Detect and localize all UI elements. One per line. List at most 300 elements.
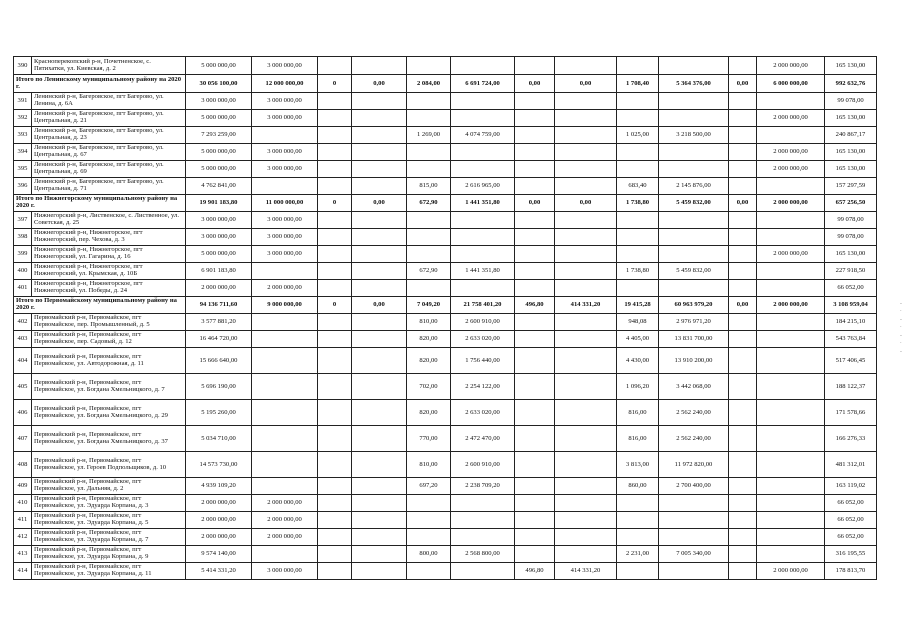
value-cell-1: 4 939 109,20 <box>186 478 252 495</box>
value-cell-4 <box>352 246 407 263</box>
value-cell-11 <box>729 546 757 563</box>
table-row <box>14 178 877 195</box>
address-cell: Нижнегорский р-н, Нижнегорское, пгт Нижнегорский, ул. Крымская, д. 10Б <box>32 263 186 280</box>
table-row <box>14 331 877 348</box>
value-cell-5 <box>407 110 451 127</box>
table-row <box>14 314 877 331</box>
total-label: Итого по Ленинскому муниципальному району на 2020 г. <box>14 75 186 93</box>
row-number: 412 <box>14 529 32 546</box>
value-cell-10: 2 976 971,20 <box>659 314 729 331</box>
value-cell-1: 30 056 100,00 <box>186 75 252 93</box>
address-cell: Первомайский р-н, Первомайское, пгт Первомайское, ул. Эдуарда Корпана, д. 3 <box>32 495 186 512</box>
value-cell-2: 11 000 000,00 <box>252 195 318 212</box>
value-cell-8 <box>555 127 617 144</box>
value-cell-8 <box>555 246 617 263</box>
value-cell-7 <box>515 348 555 374</box>
value-cell-13: 99 078,00 <box>825 212 877 229</box>
value-cell-2 <box>252 314 318 331</box>
value-cell-2: 9 000 000,00 <box>252 297 318 314</box>
margin-mark: · <box>899 340 902 347</box>
value-cell-9 <box>617 512 659 529</box>
value-cell-4 <box>352 127 407 144</box>
value-cell-1: 3 577 881,20 <box>186 314 252 331</box>
value-cell-4 <box>352 400 407 426</box>
value-cell-11 <box>729 229 757 246</box>
value-cell-7 <box>515 314 555 331</box>
value-cell-2: 2 000 000,00 <box>252 529 318 546</box>
value-cell-10: 3 218 500,00 <box>659 127 729 144</box>
value-cell-1: 5 000 000,00 <box>186 110 252 127</box>
value-cell-1: 5 000 000,00 <box>186 57 252 75</box>
value-cell-9: 683,40 <box>617 178 659 195</box>
value-cell-10: 2 562 240,00 <box>659 426 729 452</box>
margin-marks <box>900 300 902 356</box>
budget-table <box>13 56 877 580</box>
value-cell-6: 1 756 440,00 <box>451 348 515 374</box>
value-cell-1: 5 000 000,00 <box>186 161 252 178</box>
value-cell-2 <box>252 452 318 478</box>
value-cell-4 <box>352 110 407 127</box>
value-cell-12 <box>757 374 825 400</box>
value-cell-7 <box>515 512 555 529</box>
address-cell: Нижнегорский р-н, Лиственское, с. Лиственное, ул. Советская, д. 25 <box>32 212 186 229</box>
value-cell-7 <box>515 374 555 400</box>
value-cell-11 <box>729 280 757 297</box>
document-sheet <box>13 56 877 580</box>
value-cell-1: 15 666 640,00 <box>186 348 252 374</box>
value-cell-8 <box>555 93 617 110</box>
value-cell-2: 3 000 000,00 <box>252 246 318 263</box>
value-cell-11 <box>729 161 757 178</box>
table-row <box>14 57 877 75</box>
table-row <box>14 246 877 263</box>
address-cell: Первомайский р-н, Первомайское, пгт Первомайское, ул. Эдуарда Корпана, д. 11 <box>32 563 186 580</box>
value-cell-5: 697,20 <box>407 478 451 495</box>
value-cell-3 <box>318 110 352 127</box>
value-cell-6 <box>451 512 515 529</box>
value-cell-5: 672,90 <box>407 263 451 280</box>
row-number: 394 <box>14 144 32 161</box>
value-cell-1: 3 000 000,00 <box>186 229 252 246</box>
value-cell-12 <box>757 512 825 529</box>
value-cell-9 <box>617 280 659 297</box>
address-cell: Нижнегорский р-н, Нижнегорское, пгт Нижнегорский, ул. Гагарина, д. 16 <box>32 246 186 263</box>
value-cell-5 <box>407 495 451 512</box>
value-cell-4 <box>352 452 407 478</box>
value-cell-8 <box>555 110 617 127</box>
value-cell-9 <box>617 93 659 110</box>
value-cell-10 <box>659 229 729 246</box>
row-number: 406 <box>14 400 32 426</box>
value-cell-7 <box>515 426 555 452</box>
value-cell-3 <box>318 348 352 374</box>
address-cell: Первомайский р-н, Первомайское, пгт Первомайское, ул. Эдуарда Корпана, д. 7 <box>32 529 186 546</box>
value-cell-11: 0,00 <box>729 75 757 93</box>
value-cell-12 <box>757 348 825 374</box>
row-number: 395 <box>14 161 32 178</box>
value-cell-5 <box>407 212 451 229</box>
value-cell-5: 820,00 <box>407 331 451 348</box>
value-cell-7: 496,80 <box>515 297 555 314</box>
value-cell-13: 99 078,00 <box>825 93 877 110</box>
value-cell-10: 5 364 376,00 <box>659 75 729 93</box>
value-cell-10 <box>659 57 729 75</box>
value-cell-6 <box>451 144 515 161</box>
value-cell-11 <box>729 57 757 75</box>
value-cell-8 <box>555 263 617 280</box>
value-cell-1: 14 573 730,00 <box>186 452 252 478</box>
table-row <box>14 563 877 580</box>
value-cell-5: 1 269,00 <box>407 127 451 144</box>
address-cell: Красноперекопский р-н, Почетненское, с. Пятихатки, ул. Киевская, д. 2 <box>32 57 186 75</box>
district-total-row <box>14 297 877 314</box>
address-cell: Первомайский р-н, Первомайское, пгт Первомайское, ул. Богдана Хмельницкого, д. 7 <box>32 374 186 400</box>
value-cell-10 <box>659 529 729 546</box>
value-cell-3 <box>318 374 352 400</box>
table-row <box>14 529 877 546</box>
district-total-row <box>14 75 877 93</box>
value-cell-8 <box>555 529 617 546</box>
value-cell-9: 4 430,00 <box>617 348 659 374</box>
margin-mark: · <box>899 324 902 331</box>
value-cell-9: 3 813,00 <box>617 452 659 478</box>
value-cell-9 <box>617 161 659 178</box>
value-cell-3 <box>318 563 352 580</box>
value-cell-4 <box>352 229 407 246</box>
value-cell-11 <box>729 529 757 546</box>
value-cell-10: 2 145 876,00 <box>659 178 729 195</box>
value-cell-9: 1 096,20 <box>617 374 659 400</box>
value-cell-8 <box>555 426 617 452</box>
value-cell-12: 2 000 000,00 <box>757 57 825 75</box>
value-cell-7 <box>515 331 555 348</box>
value-cell-5: 7 049,20 <box>407 297 451 314</box>
value-cell-6 <box>451 212 515 229</box>
table-row <box>14 280 877 297</box>
value-cell-3 <box>318 246 352 263</box>
value-cell-4 <box>352 512 407 529</box>
value-cell-10: 7 005 340,00 <box>659 546 729 563</box>
value-cell-13: 166 276,33 <box>825 426 877 452</box>
value-cell-2: 3 000 000,00 <box>252 57 318 75</box>
value-cell-6: 21 758 401,20 <box>451 297 515 314</box>
value-cell-6: 2 254 122,00 <box>451 374 515 400</box>
value-cell-7 <box>515 57 555 75</box>
address-cell: Ленинский р-н, Багеровское, пгт Багерово, ул. Центральная, д. 23 <box>32 127 186 144</box>
address-cell: Нижнегорский р-н, Нижнегорское, пгт Нижнегорский, пер. Чехова, д. 3 <box>32 229 186 246</box>
value-cell-5: 702,00 <box>407 374 451 400</box>
row-number: 401 <box>14 280 32 297</box>
value-cell-4 <box>352 178 407 195</box>
value-cell-2 <box>252 478 318 495</box>
value-cell-9 <box>617 144 659 161</box>
value-cell-5 <box>407 93 451 110</box>
value-cell-2: 2 000 000,00 <box>252 512 318 529</box>
value-cell-12 <box>757 127 825 144</box>
value-cell-9: 4 405,00 <box>617 331 659 348</box>
value-cell-9: 1 738,80 <box>617 195 659 212</box>
table-row <box>14 93 877 110</box>
value-cell-7 <box>515 144 555 161</box>
value-cell-9 <box>617 212 659 229</box>
value-cell-13: 992 632,76 <box>825 75 877 93</box>
value-cell-13: 188 122,37 <box>825 374 877 400</box>
address-cell: Первомайский р-н, Первомайское, пгт Первомайское, пер. Садовый, д. 12 <box>32 331 186 348</box>
value-cell-11: 0,00 <box>729 297 757 314</box>
value-cell-7 <box>515 400 555 426</box>
value-cell-8 <box>555 144 617 161</box>
row-number: 413 <box>14 546 32 563</box>
row-number: 414 <box>14 563 32 580</box>
row-number: 404 <box>14 348 32 374</box>
value-cell-2 <box>252 426 318 452</box>
value-cell-7 <box>515 93 555 110</box>
value-cell-9: 948,08 <box>617 314 659 331</box>
value-cell-3: 0 <box>318 75 352 93</box>
value-cell-1: 5 000 000,00 <box>186 144 252 161</box>
value-cell-4: 0,00 <box>352 75 407 93</box>
value-cell-5: 672,90 <box>407 195 451 212</box>
value-cell-6 <box>451 57 515 75</box>
value-cell-5: 810,00 <box>407 314 451 331</box>
value-cell-1: 2 000 000,00 <box>186 529 252 546</box>
value-cell-3 <box>318 178 352 195</box>
value-cell-6 <box>451 93 515 110</box>
value-cell-9 <box>617 495 659 512</box>
value-cell-11 <box>729 178 757 195</box>
value-cell-9: 860,00 <box>617 478 659 495</box>
value-cell-12 <box>757 426 825 452</box>
value-cell-1: 5 414 331,20 <box>186 563 252 580</box>
value-cell-13: 657 256,50 <box>825 195 877 212</box>
margin-mark: - <box>899 300 902 307</box>
row-number: 409 <box>14 478 32 495</box>
value-cell-13: 3 108 959,04 <box>825 297 877 314</box>
row-number: 410 <box>14 495 32 512</box>
value-cell-13: 543 763,84 <box>825 331 877 348</box>
value-cell-2 <box>252 178 318 195</box>
value-cell-5: 800,00 <box>407 546 451 563</box>
value-cell-2: 3 000 000,00 <box>252 110 318 127</box>
value-cell-8 <box>555 478 617 495</box>
value-cell-12 <box>757 546 825 563</box>
value-cell-12: 2 000 000,00 <box>757 110 825 127</box>
value-cell-8 <box>555 57 617 75</box>
value-cell-2: 2 000 000,00 <box>252 495 318 512</box>
value-cell-4 <box>352 57 407 75</box>
value-cell-3 <box>318 57 352 75</box>
total-label: Итого по Первомайскому муниципальному району на 2020 г. <box>14 297 186 314</box>
value-cell-12: 2 000 000,00 <box>757 144 825 161</box>
table-row <box>14 546 877 563</box>
value-cell-9 <box>617 229 659 246</box>
address-cell: Первомайский р-н, Первомайское, пгт Первомайское, пер. Промышленный, д. 5 <box>32 314 186 331</box>
value-cell-13: 481 312,01 <box>825 452 877 478</box>
value-cell-9: 1 025,00 <box>617 127 659 144</box>
address-cell: Первомайский р-н, Первомайское, пгт Первомайское, ул. Богдана Хмельницкого, д. 29 <box>32 400 186 426</box>
row-number: 399 <box>14 246 32 263</box>
table-row <box>14 478 877 495</box>
address-cell: Нижнегорский р-н, Нижнегорское, пгт Нижнегорский, ул. Победы, д. 24 <box>32 280 186 297</box>
value-cell-12 <box>757 280 825 297</box>
address-cell: Первомайский р-н, Первомайское, пгт Первомайское, ул. Героев Подпольщиков, д. 10 <box>32 452 186 478</box>
value-cell-6 <box>451 563 515 580</box>
value-cell-12: 2 000 000,00 <box>757 297 825 314</box>
value-cell-4 <box>352 374 407 400</box>
value-cell-8 <box>555 452 617 478</box>
margin-mark: - <box>899 348 902 355</box>
value-cell-1: 5 195 260,00 <box>186 400 252 426</box>
value-cell-8 <box>555 280 617 297</box>
value-cell-8 <box>555 331 617 348</box>
value-cell-3 <box>318 263 352 280</box>
table-row <box>14 374 877 400</box>
value-cell-5: 820,00 <box>407 348 451 374</box>
value-cell-10: 13 910 200,00 <box>659 348 729 374</box>
value-cell-6: 2 600 910,00 <box>451 452 515 478</box>
value-cell-12: 6 000 000,00 <box>757 75 825 93</box>
value-cell-5 <box>407 144 451 161</box>
value-cell-12 <box>757 229 825 246</box>
value-cell-6 <box>451 280 515 297</box>
value-cell-8: 0,00 <box>555 75 617 93</box>
value-cell-8: 414 331,20 <box>555 297 617 314</box>
value-cell-9 <box>617 529 659 546</box>
value-cell-2: 3 000 000,00 <box>252 563 318 580</box>
value-cell-13: 165 130,00 <box>825 110 877 127</box>
value-cell-1: 94 136 711,60 <box>186 297 252 314</box>
value-cell-5: 815,00 <box>407 178 451 195</box>
row-number: 391 <box>14 93 32 110</box>
value-cell-11 <box>729 212 757 229</box>
value-cell-10 <box>659 280 729 297</box>
value-cell-12 <box>757 478 825 495</box>
value-cell-12 <box>757 212 825 229</box>
value-cell-6: 2 633 020,00 <box>451 331 515 348</box>
value-cell-5: 2 084,00 <box>407 75 451 93</box>
row-number: 405 <box>14 374 32 400</box>
value-cell-3: 0 <box>318 195 352 212</box>
row-number: 400 <box>14 263 32 280</box>
value-cell-3 <box>318 529 352 546</box>
address-cell: Ленинский р-н, Багеровское, пгт Багерово, ул. Центральная, д. 21 <box>32 110 186 127</box>
value-cell-5 <box>407 57 451 75</box>
value-cell-10 <box>659 212 729 229</box>
value-cell-11 <box>729 374 757 400</box>
value-cell-3 <box>318 314 352 331</box>
value-cell-12 <box>757 529 825 546</box>
value-cell-11 <box>729 263 757 280</box>
row-number: 390 <box>14 57 32 75</box>
value-cell-4 <box>352 495 407 512</box>
value-cell-3 <box>318 478 352 495</box>
value-cell-8 <box>555 512 617 529</box>
value-cell-13: 66 052,00 <box>825 280 877 297</box>
address-cell: Первомайский р-н, Первомайское, пгт Первомайское, ул. Богдана Хмельницкого, д. 37 <box>32 426 186 452</box>
value-cell-8 <box>555 212 617 229</box>
value-cell-1: 5 034 710,00 <box>186 426 252 452</box>
value-cell-6: 2 238 709,20 <box>451 478 515 495</box>
value-cell-5 <box>407 280 451 297</box>
value-cell-10: 5 459 832,00 <box>659 263 729 280</box>
value-cell-2 <box>252 348 318 374</box>
value-cell-7 <box>515 478 555 495</box>
value-cell-3 <box>318 93 352 110</box>
value-cell-1: 3 000 000,00 <box>186 93 252 110</box>
value-cell-7 <box>515 263 555 280</box>
address-cell: Первомайский р-н, Первомайское, пгт Первомайское, ул. Эдуарда Корпана, д. 5 <box>32 512 186 529</box>
table-row <box>14 263 877 280</box>
value-cell-10 <box>659 161 729 178</box>
value-cell-12 <box>757 178 825 195</box>
value-cell-13: 66 052,00 <box>825 512 877 529</box>
value-cell-8 <box>555 178 617 195</box>
value-cell-5: 770,00 <box>407 426 451 452</box>
value-cell-11 <box>729 478 757 495</box>
row-number: 396 <box>14 178 32 195</box>
value-cell-1: 5 696 190,00 <box>186 374 252 400</box>
value-cell-7 <box>515 127 555 144</box>
value-cell-6 <box>451 495 515 512</box>
value-cell-7 <box>515 546 555 563</box>
value-cell-2: 3 000 000,00 <box>252 161 318 178</box>
value-cell-1: 7 293 259,00 <box>186 127 252 144</box>
value-cell-6: 2 633 020,00 <box>451 400 515 426</box>
value-cell-4 <box>352 144 407 161</box>
value-cell-1: 2 000 000,00 <box>186 512 252 529</box>
value-cell-3 <box>318 144 352 161</box>
value-cell-7 <box>515 161 555 178</box>
value-cell-7 <box>515 280 555 297</box>
value-cell-7 <box>515 229 555 246</box>
value-cell-8 <box>555 348 617 374</box>
value-cell-6 <box>451 229 515 246</box>
value-cell-10: 2 700 400,00 <box>659 478 729 495</box>
value-cell-7 <box>515 529 555 546</box>
value-cell-11 <box>729 93 757 110</box>
value-cell-10 <box>659 563 729 580</box>
value-cell-4 <box>352 546 407 563</box>
value-cell-13: 165 130,00 <box>825 144 877 161</box>
value-cell-11 <box>729 563 757 580</box>
value-cell-4 <box>352 348 407 374</box>
value-cell-5 <box>407 161 451 178</box>
value-cell-2 <box>252 374 318 400</box>
value-cell-11 <box>729 512 757 529</box>
value-cell-12 <box>757 400 825 426</box>
value-cell-6: 2 600 910,00 <box>451 314 515 331</box>
value-cell-10 <box>659 93 729 110</box>
value-cell-11: 0,00 <box>729 195 757 212</box>
value-cell-3 <box>318 331 352 348</box>
table-row <box>14 212 877 229</box>
value-cell-13: 316 195,55 <box>825 546 877 563</box>
value-cell-3 <box>318 512 352 529</box>
row-number: 392 <box>14 110 32 127</box>
address-cell: Ленинский р-н, Багеровское, пгт Багерово, ул. Ленина, д. 6А <box>32 93 186 110</box>
value-cell-3 <box>318 127 352 144</box>
value-cell-13: 178 813,70 <box>825 563 877 580</box>
value-cell-3 <box>318 229 352 246</box>
value-cell-4 <box>352 563 407 580</box>
value-cell-12: 2 000 000,00 <box>757 195 825 212</box>
value-cell-13: 66 052,00 <box>825 495 877 512</box>
value-cell-5 <box>407 512 451 529</box>
value-cell-6: 1 441 351,80 <box>451 195 515 212</box>
value-cell-7: 496,80 <box>515 563 555 580</box>
value-cell-8 <box>555 495 617 512</box>
value-cell-3 <box>318 452 352 478</box>
